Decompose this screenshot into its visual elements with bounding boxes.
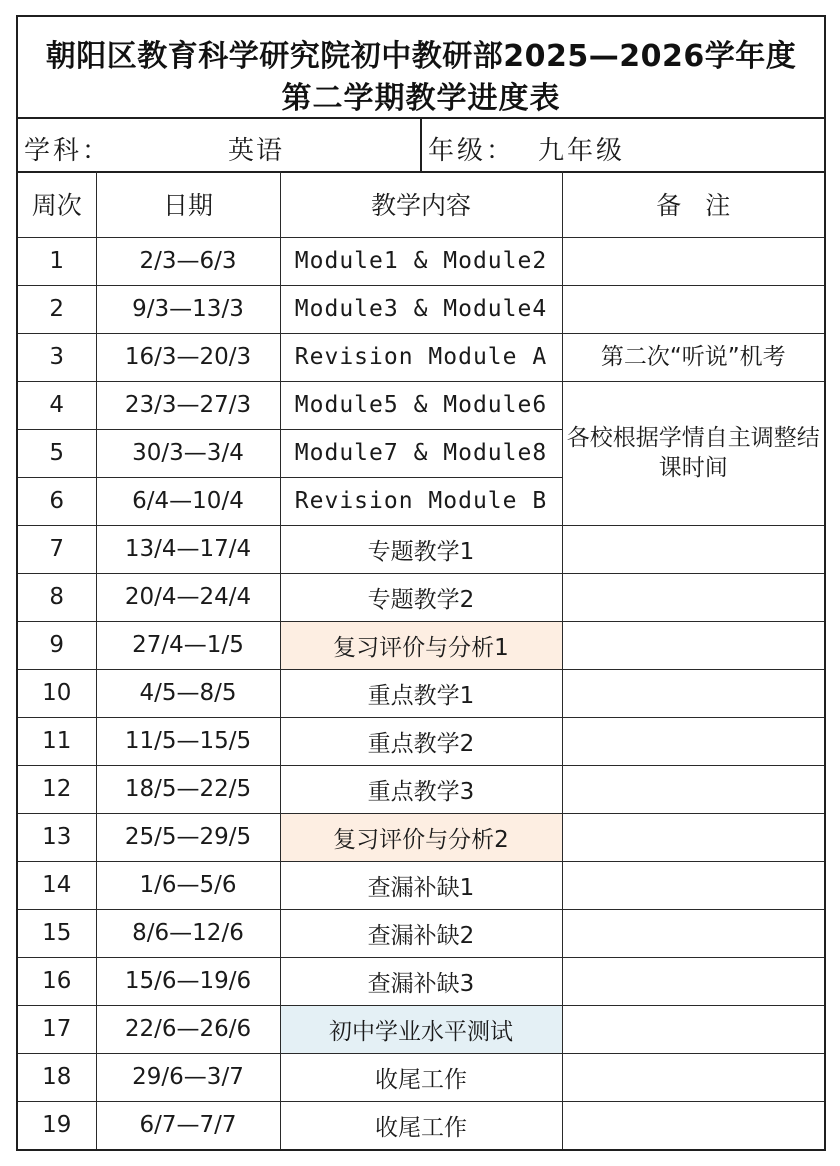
content-cell: Revision Module B: [280, 477, 562, 525]
column-header-note: 备注: [562, 171, 824, 237]
note-cell: [562, 765, 824, 813]
date-cell: 1/6—5/6: [96, 861, 280, 909]
grade-label: 年级：: [428, 136, 516, 166]
week-cell: 19: [18, 1101, 96, 1149]
week-cell: 2: [18, 285, 96, 333]
note-cell: [562, 285, 824, 333]
week-cell: 8: [18, 573, 96, 621]
content-cell-exam: 初中学业水平测试: [280, 1005, 562, 1053]
week-cell: 13: [18, 813, 96, 861]
table-row: [18, 333, 824, 381]
date-cell: 6/7—7/7: [96, 1101, 280, 1149]
week-cell: 4: [18, 381, 96, 429]
note-cell: [562, 1101, 824, 1149]
week-cell: 6: [18, 477, 96, 525]
table-row: [18, 1101, 824, 1149]
note-cell: [562, 621, 824, 669]
note-cell: [562, 1053, 824, 1101]
table-row: [18, 237, 824, 285]
week-cell: 15: [18, 909, 96, 957]
week-cell: 11: [18, 717, 96, 765]
column-header-week: 周次: [18, 171, 96, 237]
content-cell: 收尾工作: [280, 1101, 562, 1149]
note-cell: [562, 861, 824, 909]
meta-row: [18, 117, 824, 173]
date-cell: 4/5—8/5: [96, 669, 280, 717]
note-cell: [562, 813, 824, 861]
week-cell: 17: [18, 1005, 96, 1053]
table-row: [18, 1053, 824, 1101]
week-cell: 3: [18, 333, 96, 381]
table-header-row: [18, 171, 824, 237]
content-cell: Module3 & Module4: [280, 285, 562, 333]
table-row: [18, 861, 824, 909]
note-cell: [562, 573, 824, 621]
column-header-content: 教学内容: [280, 171, 562, 237]
content-cell: 查漏补缺3: [280, 957, 562, 1005]
note-cell: [562, 1005, 824, 1053]
date-cell: 8/6—12/6: [96, 909, 280, 957]
content-cell-review: 复习评价与分析1: [280, 621, 562, 669]
table-row: [18, 573, 824, 621]
date-cell: 30/3—3/4: [96, 429, 280, 477]
table-row: [18, 1005, 824, 1053]
note-cell: [562, 717, 824, 765]
table-row: [18, 285, 824, 333]
table-row: [18, 669, 824, 717]
date-cell: 29/6—3/7: [96, 1053, 280, 1101]
note-cell-listening-exam: 第二次“听说”机考: [562, 333, 824, 381]
table-row: [18, 717, 824, 765]
note-cell: [562, 909, 824, 957]
content-cell: 专题教学2: [280, 573, 562, 621]
content-cell: 重点教学3: [280, 765, 562, 813]
table-row: [18, 525, 824, 573]
note-cell: [562, 957, 824, 1005]
table-row: [18, 909, 824, 957]
table-row: [18, 765, 824, 813]
week-cell: 16: [18, 957, 96, 1005]
date-cell: 2/3—6/3: [96, 237, 280, 285]
note-cell: [562, 525, 824, 573]
content-cell: 查漏补缺2: [280, 909, 562, 957]
date-cell: 18/5—22/5: [96, 765, 280, 813]
date-cell: 15/6—19/6: [96, 957, 280, 1005]
week-cell: 12: [18, 765, 96, 813]
week-cell: 9: [18, 621, 96, 669]
content-cell: 专题教学1: [280, 525, 562, 573]
date-cell: 16/3—20/3: [96, 333, 280, 381]
note-cell-merged: 各校根据学情自主调整结课时间: [562, 381, 824, 525]
week-cell: 5: [18, 429, 96, 477]
schedule-sheet: [16, 15, 826, 1151]
subject-label: 学科：: [24, 136, 112, 166]
meta-divider: [420, 117, 422, 171]
title-block: [18, 17, 824, 119]
content-cell: 重点教学2: [280, 717, 562, 765]
page-title-line2: 第二学期教学进度表: [281, 81, 561, 116]
schedule-table: [18, 171, 824, 1149]
week-cell: 18: [18, 1053, 96, 1101]
note-cell: [562, 237, 824, 285]
date-cell: 13/4—17/4: [96, 525, 280, 573]
content-cell: 查漏补缺1: [280, 861, 562, 909]
page-title-line1: 朝阳区教育科学研究院初中教研部2025—2026学年度: [45, 39, 797, 74]
date-cell: 25/5—29/5: [96, 813, 280, 861]
subject-value: 英语: [228, 136, 285, 166]
table-row: [18, 381, 824, 429]
table-row: [18, 621, 824, 669]
content-cell: Module1 & Module2: [280, 237, 562, 285]
column-header-date: 日期: [96, 171, 280, 237]
week-cell: 7: [18, 525, 96, 573]
date-cell: 23/3—27/3: [96, 381, 280, 429]
date-cell: 27/4—1/5: [96, 621, 280, 669]
content-cell: Revision Module A: [280, 333, 562, 381]
note-cell: [562, 669, 824, 717]
content-cell: Module5 & Module6: [280, 381, 562, 429]
date-cell: 20/4—24/4: [96, 573, 280, 621]
week-cell: 10: [18, 669, 96, 717]
date-cell: 9/3—13/3: [96, 285, 280, 333]
content-cell: Module7 & Module8: [280, 429, 562, 477]
table-row: [18, 813, 824, 861]
table-row: [18, 957, 824, 1005]
date-cell: 22/6—26/6: [96, 1005, 280, 1053]
content-cell: 重点教学1: [280, 669, 562, 717]
week-cell: 1: [18, 237, 96, 285]
content-cell-review: 复习评价与分析2: [280, 813, 562, 861]
week-cell: 14: [18, 861, 96, 909]
content-cell: 收尾工作: [280, 1053, 562, 1101]
date-cell: 11/5—15/5: [96, 717, 280, 765]
grade-value: 九年级: [538, 136, 626, 166]
date-cell: 6/4—10/4: [96, 477, 280, 525]
